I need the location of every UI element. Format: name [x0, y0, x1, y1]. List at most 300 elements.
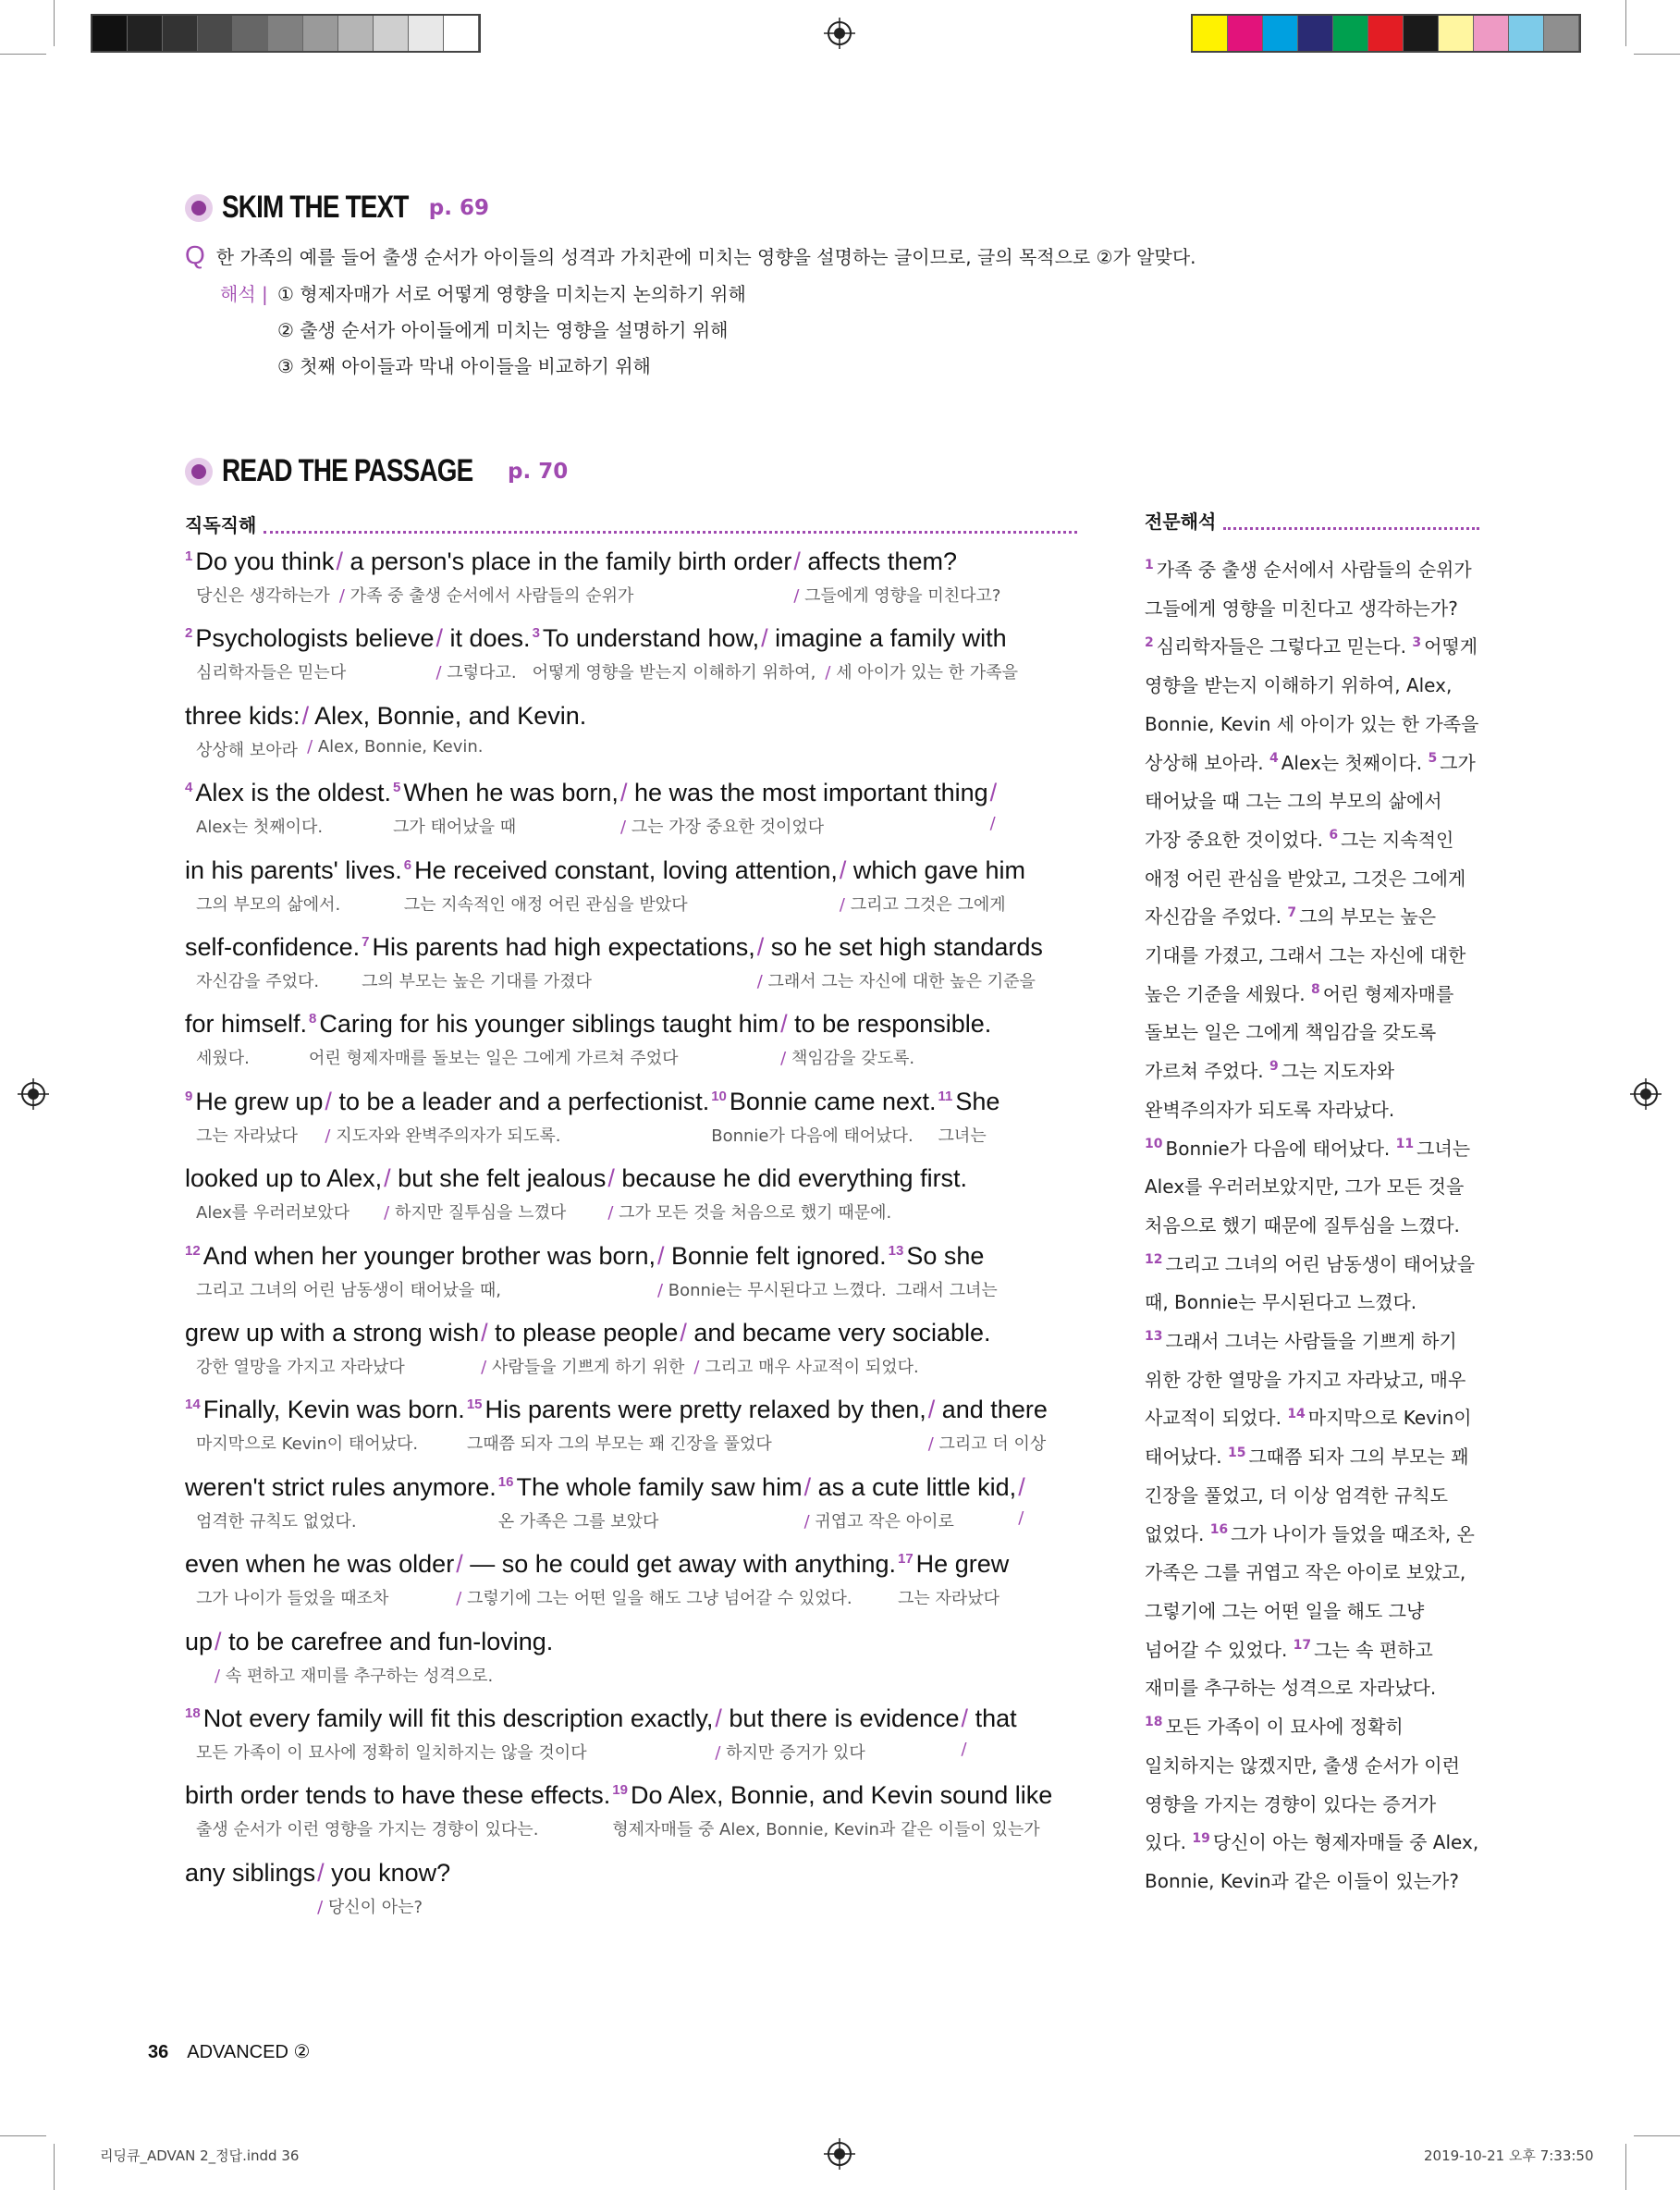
english-chunk-text: Bonnie came next. — [729, 1087, 937, 1115]
english-chunk-text: even when he was older — [185, 1550, 455, 1579]
korean-line — [185, 1816, 1100, 1840]
korean-gloss — [620, 814, 824, 838]
english-chunk — [612, 1781, 1052, 1810]
translation-text: Alex는 첫째이다. — [1281, 751, 1429, 774]
korean-gloss — [384, 1200, 566, 1224]
dotted-rule — [1223, 527, 1479, 530]
registration-mark-icon — [824, 18, 855, 49]
english-chunk — [761, 624, 1007, 653]
english-line — [185, 1164, 1100, 1196]
english-chunk-text: but there is evidence — [721, 1704, 960, 1732]
translation-sentence — [1145, 1831, 1478, 1892]
translation-text: 그는 속 편하고 재미를 추구하는 성격으로 자라났다. — [1145, 1638, 1437, 1700]
english-chunk-text: a person's place in the family birth order — [342, 548, 792, 575]
sentence-number: 13 — [1145, 1329, 1163, 1345]
korean-gloss — [196, 1200, 349, 1224]
sentence-number: 13 — [888, 1242, 904, 1259]
crop-mark — [0, 2135, 46, 2136]
korean-gloss-text: 그래서 그녀는 — [895, 1280, 998, 1300]
passage-line — [185, 1628, 1100, 1687]
chunk-divider: / — [456, 1550, 463, 1579]
english-chunk-text: imagine a family with — [767, 624, 1007, 653]
korean-gloss-text: 어린 형제자매를 돌보는 일은 그에게 가르쳐 주었다 — [309, 1049, 679, 1069]
chunk-divider: / — [435, 624, 443, 653]
korean-gloss — [317, 1894, 423, 1918]
english-chunk — [302, 702, 587, 731]
english-chunk — [185, 1628, 213, 1656]
korean-gloss — [196, 1045, 250, 1069]
translation-text: 그리고 그녀의 어린 남동생이 태어났을 때, Bonnie는 무시된다고 느꼈다. — [1145, 1252, 1476, 1314]
korean-gloss — [533, 659, 816, 683]
color-swatch — [1544, 16, 1579, 51]
english-chunk-text: up — [185, 1627, 214, 1655]
korean-gloss — [498, 1508, 659, 1532]
crop-mark — [54, 2144, 55, 2190]
korean-gloss — [898, 1585, 999, 1609]
color-swatch — [1333, 16, 1368, 51]
english-chunk — [185, 1704, 713, 1733]
chunk-divider: / — [927, 1434, 934, 1455]
translation-text: 그는 지속적인 애정 어린 관심을 받았고, 그것은 그에게 자신감을 주었다. — [1145, 828, 1466, 929]
korean-gloss-text: 귀엽고 작은 아이로 — [809, 1511, 954, 1532]
color-swatch — [92, 16, 128, 51]
sentence-number: 10 — [711, 1088, 727, 1104]
korean-line — [185, 1354, 1100, 1378]
english-chunk — [620, 779, 988, 807]
passage-line — [185, 1088, 1100, 1147]
korean-line — [185, 1277, 1100, 1301]
english-chunk — [498, 1473, 803, 1502]
chunk-divider: / — [680, 1319, 687, 1347]
korean-gloss — [196, 737, 298, 761]
korean-gloss — [196, 968, 319, 992]
korean-gloss-text: 온 가족은 그를 보았다 — [497, 1511, 659, 1532]
passage-line — [185, 1550, 1100, 1609]
chunk-divider: / — [215, 1666, 221, 1686]
korean-gloss-text: 그녀는 — [938, 1126, 987, 1146]
english-chunk — [362, 933, 755, 962]
english-chunk-text: His parents had high expectations, — [372, 933, 755, 961]
korean-gloss-text: 당신이 아는? — [323, 1897, 423, 1917]
chunk-divider: / — [1018, 1507, 1024, 1528]
sentence-number: 1 — [1145, 558, 1154, 573]
english-chunk-text: so he set high standards — [764, 933, 1043, 961]
english-chunk-text: — so he could get away with anything. — [462, 1550, 896, 1579]
color-swatch — [1298, 16, 1333, 51]
english-line — [185, 624, 1100, 656]
korean-gloss-text: 그가 모든 것을 처음으로 했기 때문에. — [613, 1203, 892, 1224]
translation-sentence — [1145, 559, 1472, 620]
sentence-number: 7 — [1287, 904, 1297, 920]
chunk-divider: / — [481, 1358, 487, 1377]
english-chunk — [990, 779, 998, 807]
color-swatch — [1368, 16, 1404, 51]
translation-text: Bonnie가 다음에 태어났다. — [1165, 1137, 1396, 1160]
english-chunk — [715, 1704, 959, 1733]
english-chunk — [185, 1781, 610, 1810]
chunk-divider: / — [989, 814, 996, 834]
file-slug: 리딩큐_ADVAN 2_정답.indd 36 — [100, 2147, 300, 2164]
sentence-number: 15 — [466, 1396, 483, 1413]
chunk-divider: / — [756, 933, 765, 961]
korean-gloss — [196, 1816, 538, 1840]
translation-text: 그가 태어났을 때 그는 그의 부모의 삶에서 가장 중요한 것이었다. — [1145, 751, 1476, 851]
korean-gloss — [481, 1354, 684, 1378]
korean-gloss — [196, 1431, 418, 1455]
english-chunk — [325, 1088, 709, 1116]
korean-gloss — [657, 1277, 887, 1301]
passage-line — [185, 624, 1100, 683]
sentence-number: 3 — [1412, 634, 1422, 650]
korean-gloss-text: 그는 지속적인 애정 어린 관심을 받았다 — [403, 894, 688, 915]
translation-sentence — [1145, 635, 1412, 658]
korean-line — [185, 1585, 1100, 1609]
english-chunk-text: When he was born, — [403, 779, 619, 807]
bullet-icon — [185, 194, 213, 222]
korean-gloss — [196, 1585, 388, 1609]
chunk-divider: / — [384, 1164, 391, 1193]
chunk-divider: / — [215, 1627, 222, 1655]
korean-line — [185, 1045, 1100, 1069]
english-chunk-text: he was the most important thing — [627, 779, 988, 807]
korean-gloss-text: 그의 부모는 높은 기대를 가졌다 — [362, 972, 593, 991]
sentence-number: 12 — [185, 1242, 201, 1259]
sentence-number: 7 — [362, 934, 370, 950]
passage-line — [185, 1319, 1100, 1378]
translation-text: 그녀는 Alex를 우러러보았지만, 그가 모든 것을 처음으로 했기 때문에 질투심을 느꼈다. — [1145, 1137, 1471, 1236]
korean-gloss — [196, 1354, 405, 1378]
korean-gloss-text: 그리고 그것은 그에게 — [844, 894, 1006, 915]
korean-gloss-text: Alex를 우러러보았다 — [196, 1203, 350, 1224]
chunk-divider: / — [607, 1164, 615, 1193]
english-line — [185, 1396, 1100, 1427]
process-color-bar — [1191, 14, 1581, 53]
english-chunk — [757, 933, 1043, 962]
english-chunk — [607, 1164, 967, 1193]
chunk-divider: / — [456, 1589, 462, 1609]
korean-gloss-text: 심리학자들은 믿는다 — [196, 663, 347, 683]
page-footer — [148, 2040, 310, 2063]
chunk-divider: / — [338, 586, 345, 606]
korean-gloss-text: 그리고 그녀의 어린 남동생이 태어났을 때, — [196, 1280, 501, 1300]
english-chunk — [938, 1088, 1000, 1116]
translation-text: 심리학자들은 그렇다고 믿는다. — [1156, 635, 1413, 658]
registration-mark-icon — [1630, 1078, 1662, 1110]
korean-gloss — [393, 814, 516, 838]
translation-sentence — [1145, 1138, 1396, 1160]
korean-gloss-text: 엄격한 규칙도 없었다. — [196, 1511, 357, 1532]
direct-translation-header: 직독직해 — [185, 511, 1077, 537]
korean-line — [185, 737, 1100, 761]
option-item: ② 출생 순서가 아이들에게 미치는 영향을 설명하기 위해 — [277, 319, 729, 341]
sentence-number: 2 — [1145, 634, 1154, 650]
color-swatch — [444, 16, 479, 51]
answer-explanation: 한 가족의 예를 들어 출생 순서가 아이들의 성격과 가치관에 미치는 영향을 설명하는 글이므로, 글의 목적으로 ②가 알맞다. — [215, 246, 1196, 268]
korean-gloss-text: 어떻게 영향을 받는지 이해하기 위하여, — [532, 663, 816, 683]
chunk-divider: / — [481, 1319, 488, 1347]
passage-line — [185, 779, 1100, 838]
sentence-number: 16 — [497, 1473, 514, 1490]
chunk-divider: / — [761, 624, 768, 653]
page-number: 36 — [148, 2042, 169, 2062]
sentence-number: 15 — [1228, 1445, 1246, 1460]
chunk-divider: / — [961, 1740, 967, 1759]
color-swatch — [233, 16, 268, 51]
english-chunk-text: Alex, Bonnie, and Kevin. — [309, 701, 587, 730]
korean-gloss-text: Alex는 첫째이다. — [196, 818, 324, 838]
english-chunk-text: Not every family will fit this description exactly, — [202, 1704, 714, 1732]
color-swatch — [1193, 16, 1228, 51]
chunk-divider: / — [927, 1396, 936, 1424]
english-chunk — [533, 624, 760, 653]
color-swatch — [303, 16, 338, 51]
color-swatch — [1404, 16, 1439, 51]
english-chunk — [840, 856, 1025, 885]
passage-line — [185, 1396, 1100, 1455]
color-swatch — [409, 16, 444, 51]
korean-gloss — [325, 1123, 560, 1147]
english-chunk — [804, 1473, 1017, 1502]
korean-gloss — [962, 1740, 967, 1759]
korean-line — [185, 1123, 1100, 1147]
translation-text: 마지막으로 Kevin이 태어났다. — [1145, 1407, 1472, 1469]
english-chunk-text: weren't strict rules anymore. — [185, 1472, 497, 1501]
korean-gloss-text: 가족 중 출생 순서에서 사람들의 순위가 — [344, 586, 634, 606]
color-swatch — [163, 16, 198, 51]
english-chunk-text: grew up with a strong wish — [185, 1319, 480, 1347]
english-chunk — [185, 624, 434, 653]
translation-label: 해석 | — [220, 283, 268, 305]
registration-mark-icon — [824, 2138, 855, 2170]
chunk-divider: / — [961, 1704, 969, 1732]
english-chunk — [317, 1859, 450, 1888]
english-chunk — [711, 1088, 936, 1116]
english-chunk — [185, 1859, 315, 1888]
korean-gloss-text: 출생 순서가 이런 영향을 가지는 경향이 있다는. — [196, 1820, 539, 1840]
korean-gloss-text: 강한 열망을 가지고 자라났다 — [196, 1358, 405, 1377]
korean-gloss-text: 세웠다. — [196, 1049, 250, 1069]
chunk-divider: / — [656, 1241, 665, 1270]
sentence-number: 8 — [1311, 982, 1320, 998]
english-chunk — [962, 1704, 1017, 1733]
sentence-number: 18 — [1145, 1715, 1163, 1730]
english-chunk — [404, 856, 838, 885]
color-swatch — [128, 16, 163, 51]
chunk-divider: / — [989, 779, 998, 807]
korean-gloss-text: 그는 자라났다 — [196, 1126, 299, 1146]
timestamp-slug: 2019-10-21 오후 7:33:50 — [1424, 2147, 1594, 2164]
translation-text: 가족 중 출생 순서에서 사람들의 순위가 그들에게 영향을 미친다고 생각하는가? — [1145, 559, 1472, 620]
korean-gloss-text: 모든 가족이 이 묘사에 정확히 일치하지는 않을 것이다 — [196, 1743, 587, 1763]
korean-gloss-text: Bonnie는 무시된다고 느꼈다. — [663, 1280, 887, 1300]
english-chunk-text: To understand how, — [542, 624, 760, 653]
english-chunk-text: to be carefree and fun-loving. — [221, 1627, 554, 1655]
chunk-divider: / — [780, 1010, 788, 1039]
translation-text: 그의 부모는 높은 기대를 가졌고, 그래서 그는 자신에 대한 높은 기준을 세웠다. — [1145, 905, 1466, 1005]
translation-text: 그때쯤 되자 그의 부모는 꽤 긴장을 풀었고, 더 이상 엄격한 규칙도 없었다. — [1145, 1446, 1469, 1545]
english-chunk-text: His parents were pretty relaxed by then, — [484, 1396, 926, 1424]
english-line — [185, 1010, 1100, 1041]
korean-gloss-text: 그는 자라났다 — [897, 1589, 1000, 1609]
korean-gloss — [307, 737, 483, 757]
english-chunk-text: She — [955, 1087, 1000, 1115]
english-line — [185, 1319, 1100, 1350]
korean-gloss — [196, 1508, 357, 1532]
translation-sentence — [1145, 1253, 1475, 1314]
english-chunk — [481, 1319, 678, 1347]
chunk-divider: / — [803, 1472, 812, 1501]
korean-gloss — [196, 583, 330, 607]
sentence-number: 9 — [1269, 1059, 1279, 1075]
sentence-number: 12 — [1145, 1252, 1163, 1267]
sentence-number: 2 — [185, 625, 193, 642]
passage-line — [185, 1010, 1100, 1069]
english-line — [185, 702, 1100, 733]
sentence-number: 6 — [1329, 828, 1339, 843]
english-chunk — [185, 702, 300, 731]
korean-gloss-text: 세 아이가 있는 한 가족을 — [830, 663, 1018, 683]
english-chunk-text: and became very sociable. — [686, 1319, 991, 1347]
sentence-number: 17 — [897, 1551, 914, 1568]
korean-gloss — [309, 1045, 678, 1069]
korean-gloss — [693, 1354, 918, 1378]
korean-line — [185, 1431, 1100, 1455]
english-chunk — [793, 548, 957, 576]
grayscale-color-bar — [91, 14, 481, 53]
english-chunk — [185, 1010, 307, 1039]
korean-gloss — [404, 892, 688, 916]
english-chunk-text: He grew — [915, 1550, 1010, 1579]
english-chunk — [185, 1550, 454, 1579]
korean-gloss-text: 자신감을 주었다. — [196, 972, 320, 991]
korean-gloss-text: 그가 태어났을 때 — [392, 818, 517, 838]
korean-gloss-text: 그렇기에 그는 어떤 일을 해도 그냥 넘어갈 수 있었다. — [461, 1589, 852, 1609]
crop-mark — [1625, 0, 1626, 46]
english-chunk-text: to please people — [487, 1319, 679, 1347]
korean-gloss — [804, 1508, 954, 1532]
english-line — [185, 548, 1100, 579]
korean-gloss-text: 그는 가장 중요한 것이었다 — [626, 818, 825, 838]
english-chunk-text: but she felt jealous — [390, 1164, 607, 1193]
korean-gloss-text: Bonnie가 다음에 태어났다. — [711, 1126, 914, 1146]
sentence-number: 17 — [1293, 1638, 1312, 1654]
english-chunk-text: because he did everything first. — [614, 1164, 968, 1193]
sentence-number: 4 — [1269, 750, 1279, 766]
korean-gloss-text: 상상해 보아라 — [196, 740, 299, 760]
chunk-divider: / — [307, 736, 313, 757]
color-swatch — [198, 16, 233, 51]
chunk-divider: / — [384, 1203, 390, 1224]
english-line — [185, 1242, 1100, 1273]
registration-mark-icon — [18, 1078, 49, 1110]
chunk-divider: / — [656, 1280, 664, 1300]
korean-line — [185, 1740, 1100, 1764]
english-chunk — [1018, 1473, 1025, 1502]
chunk-divider: / — [693, 1358, 700, 1377]
korean-gloss — [711, 1123, 914, 1147]
korean-gloss-text: 그리고 더 이상 — [933, 1434, 1047, 1455]
section-title: SKIM THE TEXT — [222, 190, 409, 225]
translation-text: 모든 가족이 이 묘사에 정확히 일치하지는 않겠지만, 출생 순서가 이런 영향을 가지는 경향이 있다는 증거가 있다. — [1145, 1716, 1460, 1854]
chunk-divider: / — [435, 663, 442, 683]
color-swatch — [1474, 16, 1509, 51]
english-chunk-text: self-confidence. — [185, 933, 361, 961]
english-chunk-text: So she — [906, 1241, 985, 1270]
translation-text: 그는 지도자와 완벽주의자가 되도록 자라났다. — [1145, 1060, 1395, 1121]
english-line — [185, 1628, 1100, 1659]
korean-gloss — [196, 1740, 587, 1764]
translation-text: 어린 형제자매를 돌보는 일은 그에게 책임감을 갖도록 가르쳐 주었다. — [1145, 982, 1454, 1083]
korean-gloss — [780, 1045, 914, 1069]
korean-gloss-text: 속 편하고 재미를 추구하는 성격으로. — [220, 1666, 494, 1686]
korean-gloss-text: 그들에게 영향을 미친다고? — [799, 586, 1001, 606]
korean-gloss — [612, 1816, 1039, 1840]
chunk-divider: / — [803, 1511, 810, 1532]
passage-line — [185, 1164, 1100, 1224]
dotted-rule — [264, 531, 1077, 534]
chunk-divider: / — [715, 1704, 722, 1732]
korean-gloss — [196, 892, 340, 916]
english-chunk-text: Bonnie felt ignored. — [664, 1241, 887, 1270]
english-chunk — [928, 1396, 1048, 1424]
sentence-number: 11 — [938, 1088, 953, 1104]
sentence-number: 1 — [185, 548, 193, 564]
sentence-number: 14 — [1287, 1406, 1306, 1421]
english-chunk — [185, 1088, 323, 1116]
english-chunk-text: that — [968, 1704, 1017, 1732]
sentence-number: 11 — [1395, 1136, 1415, 1151]
chunk-divider: / — [715, 1743, 721, 1763]
skim-section-heading — [185, 190, 489, 226]
english-chunk-text: He received constant, loving attention, — [414, 855, 838, 884]
chunk-divider: / — [607, 1203, 614, 1224]
korean-gloss — [715, 1740, 865, 1764]
english-chunk-text: looked up to Alex, — [185, 1164, 383, 1193]
korean-gloss — [456, 1585, 852, 1609]
crop-mark — [1625, 2144, 1626, 2190]
english-chunk-text: three kids: — [185, 701, 300, 730]
korean-gloss — [938, 1123, 987, 1147]
english-chunk-text: affects them? — [800, 548, 957, 575]
color-swatch — [1509, 16, 1544, 51]
korean-line — [185, 1508, 1100, 1532]
korean-gloss — [215, 1663, 493, 1687]
chunk-divider: / — [793, 548, 801, 575]
korean-gloss — [607, 1200, 891, 1224]
sentence-number: 5 — [392, 780, 401, 796]
passage-line — [185, 1859, 1100, 1918]
english-chunk — [185, 548, 334, 576]
english-chunk — [185, 1396, 465, 1424]
korean-gloss — [928, 1431, 1047, 1455]
english-line — [185, 1781, 1100, 1813]
chunk-divider: / — [325, 1087, 332, 1115]
english-chunk-text: to be responsible. — [787, 1010, 992, 1039]
sentence-number: 5 — [1428, 750, 1438, 766]
crop-mark — [1634, 2135, 1680, 2136]
translation-sentence — [1269, 752, 1428, 774]
crop-mark — [1634, 54, 1680, 55]
english-chunk — [185, 1242, 656, 1271]
color-swatch — [1439, 16, 1474, 51]
korean-gloss-text: 그래서 그는 자신에 대한 높은 기준을 — [762, 972, 1036, 991]
korean-gloss-text: 그가 나이가 들었을 때조차 — [196, 1589, 389, 1609]
korean-gloss — [435, 659, 516, 683]
translation-text: 그래서 그녀는 사람들을 기쁘게 하기 위한 강한 열망을 가지고 자라났고, 매우 사교적이 되었다. — [1145, 1330, 1466, 1430]
english-chunk-text: any siblings — [185, 1858, 316, 1887]
korean-gloss-text: 당신은 생각하는가 — [196, 586, 330, 606]
english-chunk — [898, 1550, 1009, 1579]
